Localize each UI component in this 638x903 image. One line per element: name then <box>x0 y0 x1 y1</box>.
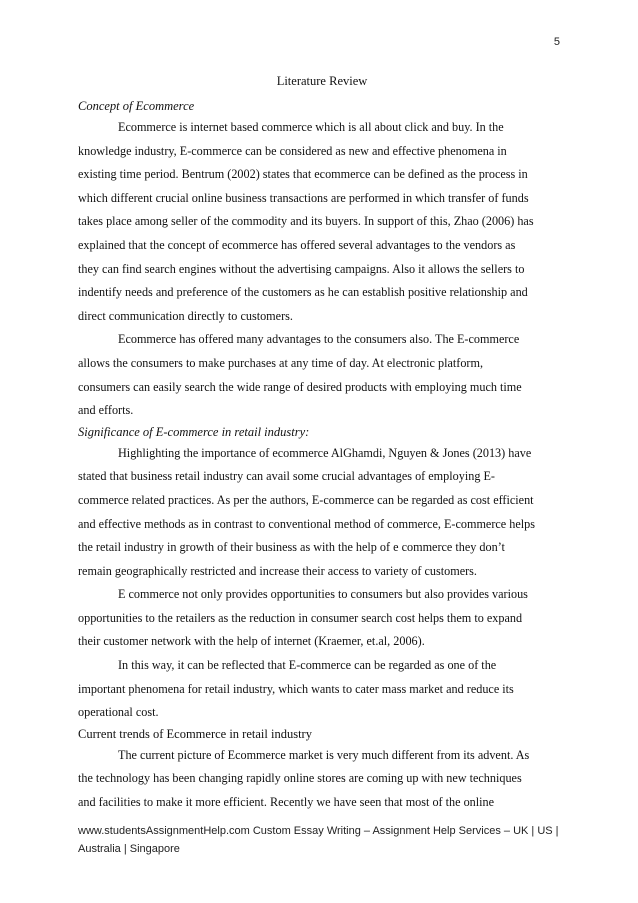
paragraph <box>78 744 566 815</box>
section-concept-of-ecommerce <box>78 97 566 423</box>
text-line: and effective methods as in contrast to conventional method of commerce, E-commerce helps <box>78 516 535 531</box>
text-line: their customer network with the help of internet (Kraemer, et.al, 2006). <box>78 634 425 649</box>
section-significance-of-ecommerce <box>78 423 566 725</box>
page-title: Literature Review <box>276 74 368 88</box>
paragraph <box>78 442 566 584</box>
document-body <box>78 71 566 815</box>
text-line: In this way, it can be reflected that E-commerce can be regarded as one of the <box>118 658 497 673</box>
text-line: commerce related practices. As per the authors, E-commerce can be regarded as cost efficient <box>78 492 534 507</box>
text-line: which different crucial online business transactions are performed in which transfer of funds <box>78 190 529 205</box>
text-line: important phenomena for retail industry, which wants to cater mass market and reduce its <box>78 681 514 696</box>
text-line: consumers can easily search the wide range of desired products with employing much time <box>78 379 522 394</box>
paragraph <box>78 654 566 725</box>
section-current-trends <box>78 725 566 815</box>
text-line: Ecommerce is internet based commerce which is all about click and buy. In the <box>118 120 504 134</box>
text-line: direct communication directly to customers. <box>78 308 293 323</box>
text-line: stated that business retail industry can avail some crucial advantages of employing E- <box>78 469 495 484</box>
paragraph <box>78 328 566 422</box>
footer-line: www.studentsAssignmentHelp.com Custom Essay Writing – Assignment Help Services – UK | US | <box>78 825 559 837</box>
text-line: E commerce not only provides opportunities to consumers but also provides various <box>118 587 528 602</box>
text-line: the retail industry in growth of their business as with the help of e commerce they don’t <box>78 540 505 555</box>
footer-line: Australia | Singapore <box>78 843 180 855</box>
text-line: indentify needs and preference of the customers as he can establish positive relationship and <box>78 285 528 300</box>
text-line: they can find search engines without the advertising campaigns. Also it allows the sellers to <box>78 261 525 276</box>
text-line: explained that the concept of ecommerce has offered several advantages to the vendors as <box>78 237 516 252</box>
text-line: remain geographically restricted and increase their access to variety of customers. <box>78 563 477 578</box>
text-line: operational cost. <box>78 705 159 720</box>
text-line: allows the consumers to make purchases at any time of day. At electronic platform, <box>78 355 483 370</box>
text-line: and facilities to make it more efficient. Recently we have seen that most of the online <box>78 795 495 810</box>
text-line: and efforts. <box>78 403 134 418</box>
page-footer <box>78 822 578 858</box>
text-line: takes place among seller of the commodity and its buyers. In support of this, Zhao (2006) has <box>78 214 534 229</box>
paragraph <box>78 116 566 328</box>
paragraph <box>78 583 566 654</box>
text-line: existing time period. Bentrum (2002) states that ecommerce can be defined as the process in <box>78 167 528 182</box>
text-line: knowledge industry, E-commerce can be considered as new and effective phenomena in <box>78 143 507 158</box>
text-line: The current picture of Ecommerce market is very much different from its advent. As <box>118 747 530 762</box>
text-line: opportunities to the retailers as the reduction in consumer search cost helps them to expand <box>78 610 523 625</box>
page-number: 5 <box>553 36 560 48</box>
section-heading: Concept of Ecommerce <box>78 99 195 113</box>
section-heading: Significance of E-commerce in retail industry: <box>78 424 310 439</box>
text-line: Highlighting the importance of ecommerce AlGhamdi, Nguyen & Jones (2013) have <box>118 445 532 460</box>
text-line: the technology has been changing rapidly online stores are coming up with new techniques <box>78 771 522 786</box>
text-line: Ecommerce has offered many advantages to the consumers also. The E-commerce <box>118 332 520 347</box>
section-heading: Current trends of Ecommerce in retail industry <box>78 726 312 741</box>
